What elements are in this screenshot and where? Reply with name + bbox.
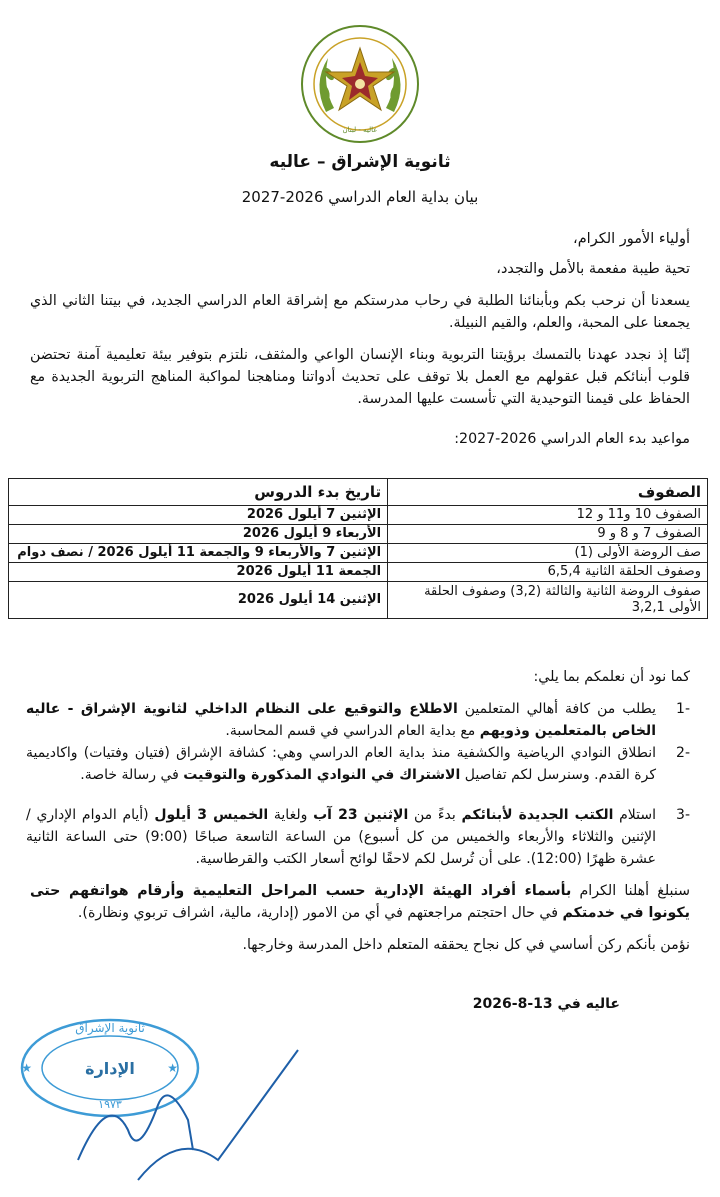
letter-date: عاليه في 13-8-2026 (472, 996, 620, 1012)
notice-item-1 (26, 698, 690, 742)
stamp-label: الإدارة (85, 1059, 135, 1078)
notice-text: بدءً من (408, 807, 462, 823)
notice-number: -3 (676, 807, 690, 823)
notice-bold-text: الاطلاع والتوقيع على النظام الداخلي لثانوية الإشراق - عاليه الخاص بالمتعلمين وذويهم (26, 701, 656, 739)
notice-text: (أيام الدوام الإداري /الإثنين والثلاثاء والأربعاء والخميس من كل أسبوع) من الساعة التاسعة صباحًا (9:00) حتى الساعة الثانية عشرة ظهرًا (12:00). على أن تُرسل لكم لاحقًا لوائح أسعار الكتب والقرطاسية. (26, 807, 656, 867)
closing-bold-text: بأسماء أفراد الهيئة الإدارية حسب المراحل التعليمية وأرقام هواتفهم حتى يكونوا في خدمتكم (30, 883, 690, 921)
official-stamp (18, 1010, 308, 1190)
paragraph-welcome: يسعدنا أن نرحب بكم وبأبنائنا الطلبة في رحاب مدرستكم مع إشراقة العام الدراسي الجديد، في بيتنا الثاني الذي يجمعنا على المحبة، والعلم، والقيم النبيلة. (30, 293, 690, 331)
table-row (9, 563, 708, 582)
notice-text: يطلب من كافة أهالي المتعلمين (457, 701, 656, 717)
header-start-date: تاريخ بدء الدروس (9, 479, 388, 506)
table-row (9, 544, 708, 563)
notice-text: ولغاية (268, 807, 314, 823)
row-date: الجمعة 11 أيلول 2026 (9, 563, 388, 582)
notice-number: -1 (676, 701, 690, 717)
notice-bold-text: الاشتراك في النوادي المذكورة والتوقيت (183, 767, 461, 783)
notice-item-2 (26, 742, 690, 786)
closing-statement: نؤمن بأنكم ركن أساسي في كل نجاح يحققه المتعلم داخل المدرسة وخارجها. (242, 937, 690, 953)
table-row (9, 506, 708, 525)
notice-text: استلام (613, 807, 656, 823)
paragraph-commitment: إنّنا إذ نجدد عهدنا بالتمسك برؤيتنا التربوية وبناء الإنسان الواعي والمثقف، نلتزم بتوفير بيئة تعليمية آمنة تحتضن قلوب أبنائكم قبل عقولهم مع العمل بلا توقف على تحديث أدواتنا ومناهجنا لمواكبة المناهج التربوية الجديدة مع الحفاظ على قيمنا التوحيدية التي تأسست عليها المدرسة. (30, 347, 690, 407)
star-icon: ★ (167, 1061, 178, 1075)
row-date: الإثنين 7 أيلول 2026 (9, 506, 388, 525)
schedule-intro: مواعيد بدء العام الدراسي 2026-2027: (454, 431, 690, 447)
notice-number: -2 (676, 745, 690, 761)
table-row (9, 582, 708, 619)
closing-admin-contacts (30, 880, 690, 924)
notice-bold-text: الإثنين 23 آب (313, 807, 409, 823)
closing-text: في حال احتجتم مراجعتهم في أي من الامور (إدارية، مالية، اشراف تربوي ونظارة). (77, 905, 563, 921)
row-date: الإثنين 7 والأربعاء 9 والجمعة 11 أيلول 2026 / نصف دوام (9, 544, 388, 563)
schedule-header-row (9, 479, 708, 506)
star-icon: ★ (21, 1061, 32, 1075)
row-grades: صفوف الروضة الثانية والثالثة (3,2) وصفوف الحلقة الأولى 3,2,1 (388, 582, 708, 619)
notice-bold-text: الكتب الجديدة لأبنائكم (461, 807, 614, 823)
notice-text: انطلاق النوادي الرياضية والكشفية منذ بداية العام الدراسي وهي: كشافة الإشراق (فتيان وفتيات) واكاديمية كرة القدم. وسنرسل لكم تفاصيل (26, 745, 656, 783)
letter-subtitle: بيان بداية العام الدراسي 2026-2027 (241, 188, 479, 206)
closing-text: سنبلغ أهلنا الكرام (571, 883, 690, 899)
salutation: أولياء الأمور الكرام، (573, 231, 690, 247)
header-grades: الصفوف (388, 479, 708, 506)
row-date: الإثنين 14 أيلول 2026 (9, 582, 388, 619)
school-name: ثانوية الإشراق – عاليه (269, 152, 451, 172)
notice-bold-text: الخميس 3 أيلول (154, 807, 269, 823)
notices-intro: كما نود أن نعلمكم بما يلي: (533, 669, 690, 685)
row-grades: الصفوف 7 و 8 و 9 (388, 525, 708, 544)
row-date: الأربعاء 9 أيلول 2026 (9, 525, 388, 544)
stamp-ring-text: ثانوية الإشراق (75, 1021, 145, 1035)
logo-caption: عاليه - لبنان (342, 126, 378, 134)
notice-text: في رسالة خاصة. (80, 767, 184, 783)
stamp-year: ١٩٧٣ (98, 1098, 122, 1111)
school-logo (298, 22, 422, 146)
greeting: تحية طيبة مفعمة بالأمل والتجدد، (496, 261, 690, 277)
row-grades: الصفوف 10 و11 و 12 (388, 506, 708, 525)
notice-text: مع بداية العام الدراسي في قسم المحاسبة. (225, 723, 480, 739)
row-grades: صف الروضة الأولى (1) (388, 544, 708, 563)
table-row (9, 525, 708, 544)
row-grades: وصفوف الحلقة الثانية 6,5,4 (388, 563, 708, 582)
notice-item-3 (26, 804, 690, 870)
schedule-table (8, 478, 708, 619)
